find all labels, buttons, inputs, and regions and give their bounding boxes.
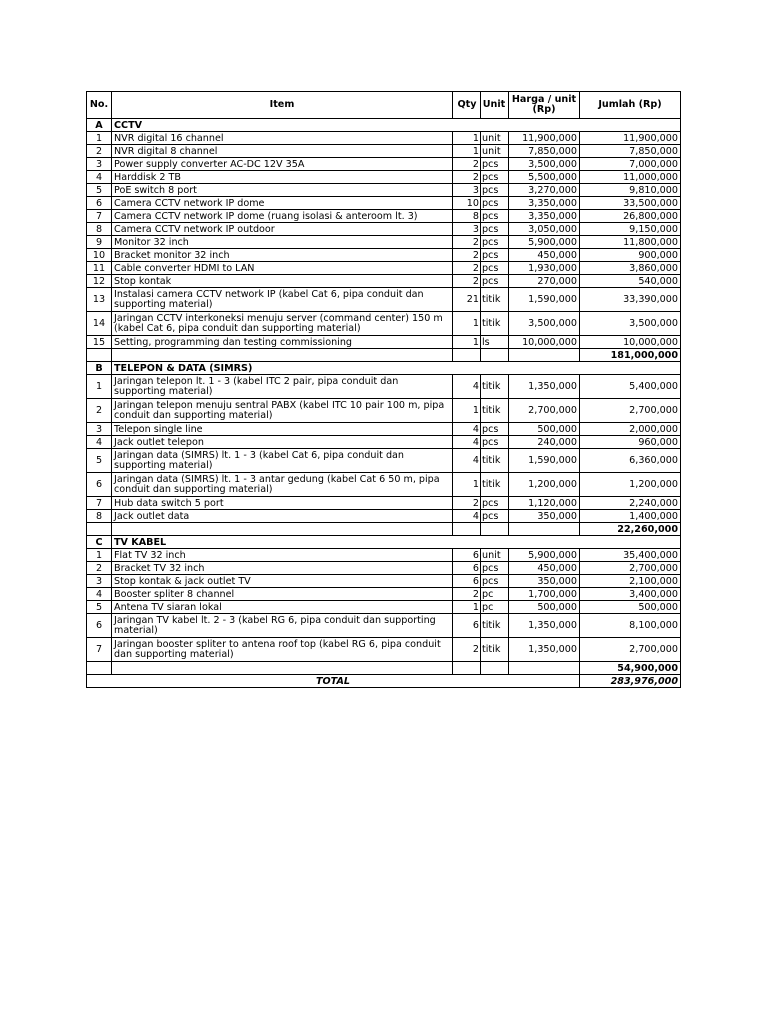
cell-price: 2,700,000 xyxy=(509,399,580,423)
cell-no: 6 xyxy=(87,197,112,210)
cell-total: 35,400,000 xyxy=(580,549,681,562)
table-row xyxy=(87,614,681,638)
header-item: Item xyxy=(112,92,453,119)
table-row xyxy=(87,171,681,184)
header-no: No. xyxy=(87,92,112,119)
table-row xyxy=(87,132,681,145)
cell-unit: pcs xyxy=(481,197,509,210)
cell-qty: 6 xyxy=(453,575,481,588)
cell-price: 3,500,000 xyxy=(509,312,580,336)
section-subtotal: 181,000,000 xyxy=(580,349,681,362)
cell-price: 5,900,000 xyxy=(509,236,580,249)
cell-qty: 1 xyxy=(453,132,481,145)
cell-item: Antena TV siaran lokal xyxy=(112,601,453,614)
cell-price: 350,000 xyxy=(509,575,580,588)
cell-item: Instalasi camera CCTV network IP (kabel Cat 6, pipa conduit dan supporting material) xyxy=(112,288,453,312)
table-row xyxy=(87,288,681,312)
cell-total: 26,800,000 xyxy=(580,210,681,223)
table-row xyxy=(87,236,681,249)
cell-qty: 6 xyxy=(453,562,481,575)
cell-item: Stop kontak & jack outlet TV xyxy=(112,575,453,588)
cell-qty: 2 xyxy=(453,638,481,662)
section-header-row xyxy=(87,362,681,375)
cell-qty: 1 xyxy=(453,473,481,497)
empty-cell xyxy=(509,349,580,362)
table-row xyxy=(87,249,681,262)
cell-qty: 2 xyxy=(453,236,481,249)
cell-no: 15 xyxy=(87,336,112,349)
cell-item: Jaringan telepon lt. 1 - 3 (kabel ITC 2 pair, pipa conduit dan supporting material) xyxy=(112,375,453,399)
cell-unit: ls xyxy=(481,336,509,349)
cell-qty: 4 xyxy=(453,423,481,436)
cell-unit: titik xyxy=(481,473,509,497)
cell-qty: 1 xyxy=(453,601,481,614)
header-total: Jumlah (Rp) xyxy=(580,92,681,119)
section-subtotal: 54,900,000 xyxy=(580,662,681,675)
cell-price: 1,120,000 xyxy=(509,497,580,510)
table-row xyxy=(87,158,681,171)
cell-qty: 2 xyxy=(453,588,481,601)
cell-item: Bracket monitor 32 inch xyxy=(112,249,453,262)
cell-unit: unit xyxy=(481,132,509,145)
cell-unit: titik xyxy=(481,288,509,312)
section-header-row xyxy=(87,536,681,549)
cell-price: 1,350,000 xyxy=(509,638,580,662)
section-code: C xyxy=(87,536,112,549)
empty-cell xyxy=(453,349,481,362)
cell-no: 11 xyxy=(87,262,112,275)
cell-item: Jaringan data (SIMRS) lt. 1 - 3 antar gedung (kabel Cat 6 50 m, pipa conduit dan supporting material) xyxy=(112,473,453,497)
cell-price: 350,000 xyxy=(509,510,580,523)
cell-no: 2 xyxy=(87,145,112,158)
table-row xyxy=(87,275,681,288)
cell-unit: unit xyxy=(481,549,509,562)
cell-price: 5,500,000 xyxy=(509,171,580,184)
cell-unit: pcs xyxy=(481,223,509,236)
cell-qty: 1 xyxy=(453,399,481,423)
table-row xyxy=(87,588,681,601)
cell-unit: titik xyxy=(481,399,509,423)
cell-qty: 1 xyxy=(453,145,481,158)
cell-item: Jaringan data (SIMRS) lt. 1 - 3 (kabel Cat 6, pipa conduit dan supporting material) xyxy=(112,449,453,473)
cell-no: 7 xyxy=(87,638,112,662)
cell-price: 500,000 xyxy=(509,423,580,436)
cell-no: 8 xyxy=(87,510,112,523)
cell-unit: pc xyxy=(481,601,509,614)
table-row xyxy=(87,223,681,236)
cell-unit: pcs xyxy=(481,236,509,249)
empty-cell xyxy=(112,662,453,675)
cell-price: 11,900,000 xyxy=(509,132,580,145)
cell-price: 3,050,000 xyxy=(509,223,580,236)
grand-total-label: TOTAL xyxy=(87,675,580,688)
cell-qty: 8 xyxy=(453,210,481,223)
cell-no: 2 xyxy=(87,399,112,423)
cell-price: 3,350,000 xyxy=(509,197,580,210)
cell-total: 1,400,000 xyxy=(580,510,681,523)
cell-total: 960,000 xyxy=(580,436,681,449)
cell-unit: pcs xyxy=(481,171,509,184)
section-header-row xyxy=(87,119,681,132)
cell-price: 3,500,000 xyxy=(509,158,580,171)
cell-total: 10,000,000 xyxy=(580,336,681,349)
table-body xyxy=(87,119,681,688)
cell-item: Camera CCTV network IP dome (ruang isolasi & anteroom lt. 3) xyxy=(112,210,453,223)
cell-unit: pcs xyxy=(481,575,509,588)
cell-unit: titik xyxy=(481,312,509,336)
cell-price: 500,000 xyxy=(509,601,580,614)
cell-qty: 3 xyxy=(453,223,481,236)
cell-no: 9 xyxy=(87,236,112,249)
cell-total: 540,000 xyxy=(580,275,681,288)
table-row xyxy=(87,562,681,575)
cell-no: 5 xyxy=(87,184,112,197)
cell-total: 3,500,000 xyxy=(580,312,681,336)
cell-total: 2,700,000 xyxy=(580,399,681,423)
cell-unit: pcs xyxy=(481,184,509,197)
cell-price: 450,000 xyxy=(509,249,580,262)
table-row xyxy=(87,549,681,562)
cell-item: Stop kontak xyxy=(112,275,453,288)
cell-qty: 6 xyxy=(453,549,481,562)
cell-qty: 4 xyxy=(453,449,481,473)
cell-total: 33,500,000 xyxy=(580,197,681,210)
table-row xyxy=(87,510,681,523)
cell-price: 1,200,000 xyxy=(509,473,580,497)
cell-unit: titik xyxy=(481,449,509,473)
cell-item: Setting, programming dan testing commissioning xyxy=(112,336,453,349)
cell-price: 3,350,000 xyxy=(509,210,580,223)
cell-no: 5 xyxy=(87,601,112,614)
table-row xyxy=(87,145,681,158)
cell-total: 8,100,000 xyxy=(580,614,681,638)
cell-unit: pcs xyxy=(481,562,509,575)
empty-cell xyxy=(112,523,453,536)
table-row xyxy=(87,575,681,588)
cell-total: 9,810,000 xyxy=(580,184,681,197)
header-row xyxy=(87,92,681,119)
cell-no: 6 xyxy=(87,614,112,638)
cell-item: Jaringan telepon menuju sentral PABX (kabel ITC 10 pair 100 m, pipa conduit dan supporting material) xyxy=(112,399,453,423)
grand-total-row xyxy=(87,675,681,688)
cell-no: 4 xyxy=(87,588,112,601)
cell-unit: pcs xyxy=(481,158,509,171)
cell-unit: pcs xyxy=(481,497,509,510)
empty-cell xyxy=(87,523,112,536)
cell-qty: 6 xyxy=(453,614,481,638)
cell-item: Booster spliter 8 channel xyxy=(112,588,453,601)
cell-unit: titik xyxy=(481,638,509,662)
cell-total: 7,000,000 xyxy=(580,158,681,171)
cell-item: Jaringan CCTV interkoneksi menuju server (command center) 150 m (kabel Cat 6, pipa conduit dan supporting material) xyxy=(112,312,453,336)
cell-total: 900,000 xyxy=(580,249,681,262)
cell-total: 2,100,000 xyxy=(580,575,681,588)
cell-no: 5 xyxy=(87,449,112,473)
table-row xyxy=(87,336,681,349)
cell-qty: 2 xyxy=(453,275,481,288)
cell-no: 3 xyxy=(87,423,112,436)
table-row xyxy=(87,423,681,436)
cell-unit: pcs xyxy=(481,249,509,262)
cell-no: 8 xyxy=(87,223,112,236)
cell-item: Power supply converter AC-DC 12V 35A xyxy=(112,158,453,171)
grand-total-value: 283,976,000 xyxy=(580,675,681,688)
cell-no: 7 xyxy=(87,210,112,223)
table-row xyxy=(87,449,681,473)
section-code: A xyxy=(87,119,112,132)
cell-no: 7 xyxy=(87,497,112,510)
empty-cell xyxy=(481,523,509,536)
section-subtotal: 22,260,000 xyxy=(580,523,681,536)
cell-qty: 1 xyxy=(453,312,481,336)
subtotal-row xyxy=(87,662,681,675)
cell-unit: pc xyxy=(481,588,509,601)
table-row xyxy=(87,262,681,275)
cell-item: Camera CCTV network IP dome xyxy=(112,197,453,210)
cell-unit: titik xyxy=(481,375,509,399)
cell-unit: pcs xyxy=(481,423,509,436)
empty-cell xyxy=(87,662,112,675)
cell-price: 1,590,000 xyxy=(509,449,580,473)
cell-item: Cable converter HDMI to LAN xyxy=(112,262,453,275)
table-row xyxy=(87,312,681,336)
cell-total: 1,200,000 xyxy=(580,473,681,497)
empty-cell xyxy=(112,349,453,362)
cell-no: 10 xyxy=(87,249,112,262)
cell-total: 7,850,000 xyxy=(580,145,681,158)
cell-total: 2,700,000 xyxy=(580,562,681,575)
cell-no: 4 xyxy=(87,436,112,449)
table-row xyxy=(87,473,681,497)
cell-total: 3,860,000 xyxy=(580,262,681,275)
header-unit: Unit xyxy=(481,92,509,119)
cell-item: Jaringan booster spliter to antena roof top (kabel RG 6, pipa conduit dan supporting material) xyxy=(112,638,453,662)
cell-qty: 21 xyxy=(453,288,481,312)
empty-cell xyxy=(481,349,509,362)
cell-qty: 2 xyxy=(453,249,481,262)
cell-total: 6,360,000 xyxy=(580,449,681,473)
empty-cell xyxy=(453,523,481,536)
empty-cell xyxy=(87,349,112,362)
subtotal-row xyxy=(87,523,681,536)
cell-no: 2 xyxy=(87,562,112,575)
cell-item: PoE switch 8 port xyxy=(112,184,453,197)
cell-no: 6 xyxy=(87,473,112,497)
cell-qty: 4 xyxy=(453,436,481,449)
cell-no: 3 xyxy=(87,575,112,588)
cell-price: 7,850,000 xyxy=(509,145,580,158)
cell-qty: 2 xyxy=(453,158,481,171)
cell-total: 11,000,000 xyxy=(580,171,681,184)
cell-unit: pcs xyxy=(481,510,509,523)
budget-table xyxy=(86,91,681,688)
cell-qty: 2 xyxy=(453,262,481,275)
cell-total: 500,000 xyxy=(580,601,681,614)
cell-no: 12 xyxy=(87,275,112,288)
cell-item: Camera CCTV network IP outdoor xyxy=(112,223,453,236)
cell-price: 1,590,000 xyxy=(509,288,580,312)
cell-no: 13 xyxy=(87,288,112,312)
table-row xyxy=(87,184,681,197)
cell-price: 10,000,000 xyxy=(509,336,580,349)
table-row xyxy=(87,601,681,614)
cell-unit: titik xyxy=(481,614,509,638)
cell-total: 2,240,000 xyxy=(580,497,681,510)
cell-item: NVR digital 16 channel xyxy=(112,132,453,145)
table-row xyxy=(87,638,681,662)
cell-total: 33,390,000 xyxy=(580,288,681,312)
empty-cell xyxy=(509,662,580,675)
cell-price: 3,270,000 xyxy=(509,184,580,197)
table-row xyxy=(87,375,681,399)
subtotal-row xyxy=(87,349,681,362)
cell-total: 2,000,000 xyxy=(580,423,681,436)
cell-item: NVR digital 8 channel xyxy=(112,145,453,158)
cell-total: 2,700,000 xyxy=(580,638,681,662)
cell-no: 14 xyxy=(87,312,112,336)
table-row xyxy=(87,497,681,510)
cell-no: 3 xyxy=(87,158,112,171)
cell-price: 1,350,000 xyxy=(509,375,580,399)
cell-unit: pcs xyxy=(481,275,509,288)
cell-qty: 3 xyxy=(453,184,481,197)
cell-item: Jaringan TV kabel lt. 2 - 3 (kabel RG 6, pipa conduit dan supporting material) xyxy=(112,614,453,638)
section-title: CCTV xyxy=(112,119,681,132)
cell-qty: 10 xyxy=(453,197,481,210)
cell-total: 9,150,000 xyxy=(580,223,681,236)
cell-total: 11,800,000 xyxy=(580,236,681,249)
cell-item: Monitor 32 inch xyxy=(112,236,453,249)
cell-price: 1,350,000 xyxy=(509,614,580,638)
empty-cell xyxy=(481,662,509,675)
cell-price: 1,930,000 xyxy=(509,262,580,275)
cell-price: 1,700,000 xyxy=(509,588,580,601)
cell-total: 3,400,000 xyxy=(580,588,681,601)
table-row xyxy=(87,436,681,449)
table-row xyxy=(87,399,681,423)
cell-item: Flat TV 32 inch xyxy=(112,549,453,562)
empty-cell xyxy=(509,523,580,536)
cell-price: 270,000 xyxy=(509,275,580,288)
cell-item: Hub data switch 5 port xyxy=(112,497,453,510)
cell-no: 1 xyxy=(87,375,112,399)
header-qty: Qty xyxy=(453,92,481,119)
table-row xyxy=(87,197,681,210)
cell-price: 450,000 xyxy=(509,562,580,575)
cell-item: Jack outlet data xyxy=(112,510,453,523)
cell-price: 5,900,000 xyxy=(509,549,580,562)
cell-unit: pcs xyxy=(481,210,509,223)
cell-qty: 1 xyxy=(453,336,481,349)
section-title: TELEPON & DATA (SIMRS) xyxy=(112,362,681,375)
cell-qty: 2 xyxy=(453,171,481,184)
cell-no: 1 xyxy=(87,132,112,145)
table-row xyxy=(87,210,681,223)
cell-total: 11,900,000 xyxy=(580,132,681,145)
cell-item: Harddisk 2 TB xyxy=(112,171,453,184)
cell-no: 4 xyxy=(87,171,112,184)
section-code: B xyxy=(87,362,112,375)
cell-item: Telepon single line xyxy=(112,423,453,436)
cell-item: Bracket TV 32 inch xyxy=(112,562,453,575)
header-price: Harga / unit (Rp) xyxy=(509,92,580,119)
cell-price: 240,000 xyxy=(509,436,580,449)
cell-total: 5,400,000 xyxy=(580,375,681,399)
cell-qty: 2 xyxy=(453,497,481,510)
cell-unit: pcs xyxy=(481,262,509,275)
cell-qty: 4 xyxy=(453,375,481,399)
cell-unit: unit xyxy=(481,145,509,158)
cell-unit: pcs xyxy=(481,436,509,449)
empty-cell xyxy=(453,662,481,675)
cell-item: Jack outlet telepon xyxy=(112,436,453,449)
section-title: TV KABEL xyxy=(112,536,681,549)
cell-qty: 4 xyxy=(453,510,481,523)
cell-no: 1 xyxy=(87,549,112,562)
